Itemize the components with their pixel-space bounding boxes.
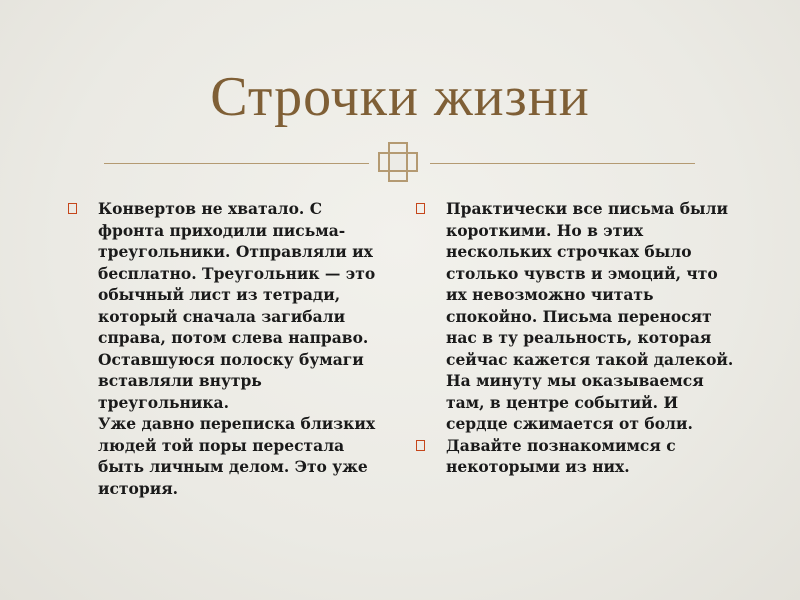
title-divider-right xyxy=(430,163,695,164)
title-divider-left xyxy=(104,163,369,164)
decorative-knot-icon xyxy=(376,140,420,184)
list-item xyxy=(416,435,738,478)
list-item xyxy=(68,198,380,499)
square-bullet-icon xyxy=(68,203,77,214)
left-column xyxy=(68,198,380,499)
slide-title: Строчки жизни xyxy=(210,66,590,128)
right-bullet-2: Давайте познакомимся с некоторыми из них. xyxy=(446,435,676,476)
square-bullet-icon xyxy=(416,440,425,451)
list-item xyxy=(416,198,738,435)
left-paragraph-2: Уже давно переписка близких людей той поры перестала быть личным делом. Это уже история. xyxy=(98,414,376,498)
right-column xyxy=(416,198,738,478)
square-bullet-icon xyxy=(416,203,425,214)
left-paragraph-1: Конвертов не хватало. С фронта приходили письма-треугольники. Отправляли их бесплатно. Треугольник — это обычный лист из тетради, который сначала загибали справа, потом слева направо. Оставшуюся полоску бумаги вставляли внутрь треугольника. xyxy=(98,199,376,412)
right-bullet-1: Практически все письма были короткими. Но в этих нескольких строчках было столько чувств и эмоций, что их невозможно читать спокойно. Письма переносят нас в ту реальность, которая сейчас кажется такой далекой. На минуту мы оказываемся там, в центре событий. И сердце сжимается от боли. xyxy=(446,199,734,433)
